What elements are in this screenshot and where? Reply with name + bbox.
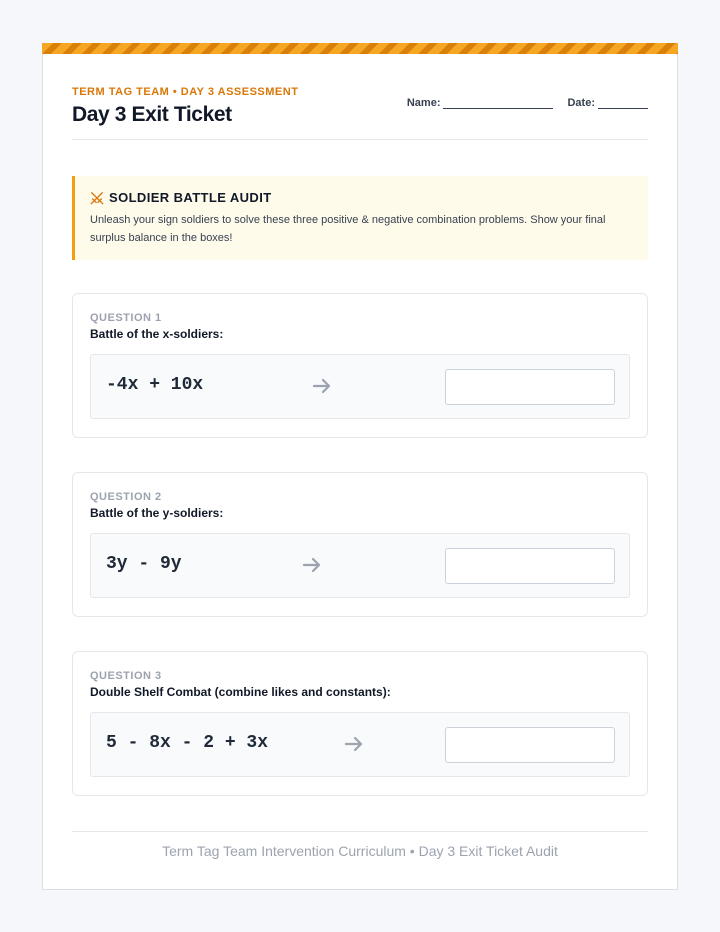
work-area [90, 533, 630, 598]
callout-title: SOLDIER BATTLE AUDIT [109, 190, 272, 205]
hazard-stripe [42, 43, 678, 54]
callout-header [90, 190, 632, 205]
date-blank[interactable] [598, 98, 648, 109]
expression: -4x + 10x [106, 375, 204, 395]
question-prompt: Battle of the y-soldiers: [90, 506, 224, 520]
question-label: QUESTION 2 [90, 491, 162, 503]
question-card-1 [72, 293, 648, 438]
date-label: Date: [567, 97, 595, 109]
page-title: Day 3 Exit Ticket [72, 103, 232, 126]
crossed-swords-icon [90, 191, 104, 205]
question-label: QUESTION 3 [90, 670, 162, 682]
answer-box[interactable] [445, 548, 615, 584]
expression: 5 - 8x - 2 + 3x [106, 733, 269, 753]
worksheet [42, 43, 678, 890]
instructions-callout [72, 176, 648, 260]
page-footer: Term Tag Team Intervention Curriculum • Day 3 Exit Ticket Audit [72, 831, 648, 859]
worksheet-header [72, 85, 648, 140]
question-card-3 [72, 651, 648, 796]
arrow-right-icon [312, 375, 332, 397]
question-prompt: Battle of the x-soldiers: [90, 327, 224, 341]
question-card-2 [72, 472, 648, 617]
assessment-eyebrow: TERM TAG TEAM • DAY 3 ASSESSMENT [72, 86, 299, 98]
student-fields [407, 97, 648, 109]
question-label: QUESTION 1 [90, 312, 162, 324]
answer-box[interactable] [445, 727, 615, 763]
answer-box[interactable] [445, 369, 615, 405]
date-field[interactable] [567, 97, 648, 109]
name-blank[interactable] [443, 98, 553, 109]
question-prompt: Double Shelf Combat (combine likes and constants): [90, 685, 391, 699]
work-area [90, 712, 630, 777]
callout-body: Unleash your sign soldiers to solve these three positive & negative combination problems. Show your final surplus balance in the boxes! [90, 214, 606, 244]
expression: 3y - 9y [106, 554, 182, 574]
work-area [90, 354, 630, 419]
arrow-right-icon [302, 554, 322, 576]
arrow-right-icon [344, 733, 364, 755]
name-field[interactable] [407, 97, 554, 109]
name-label: Name: [406, 97, 441, 109]
